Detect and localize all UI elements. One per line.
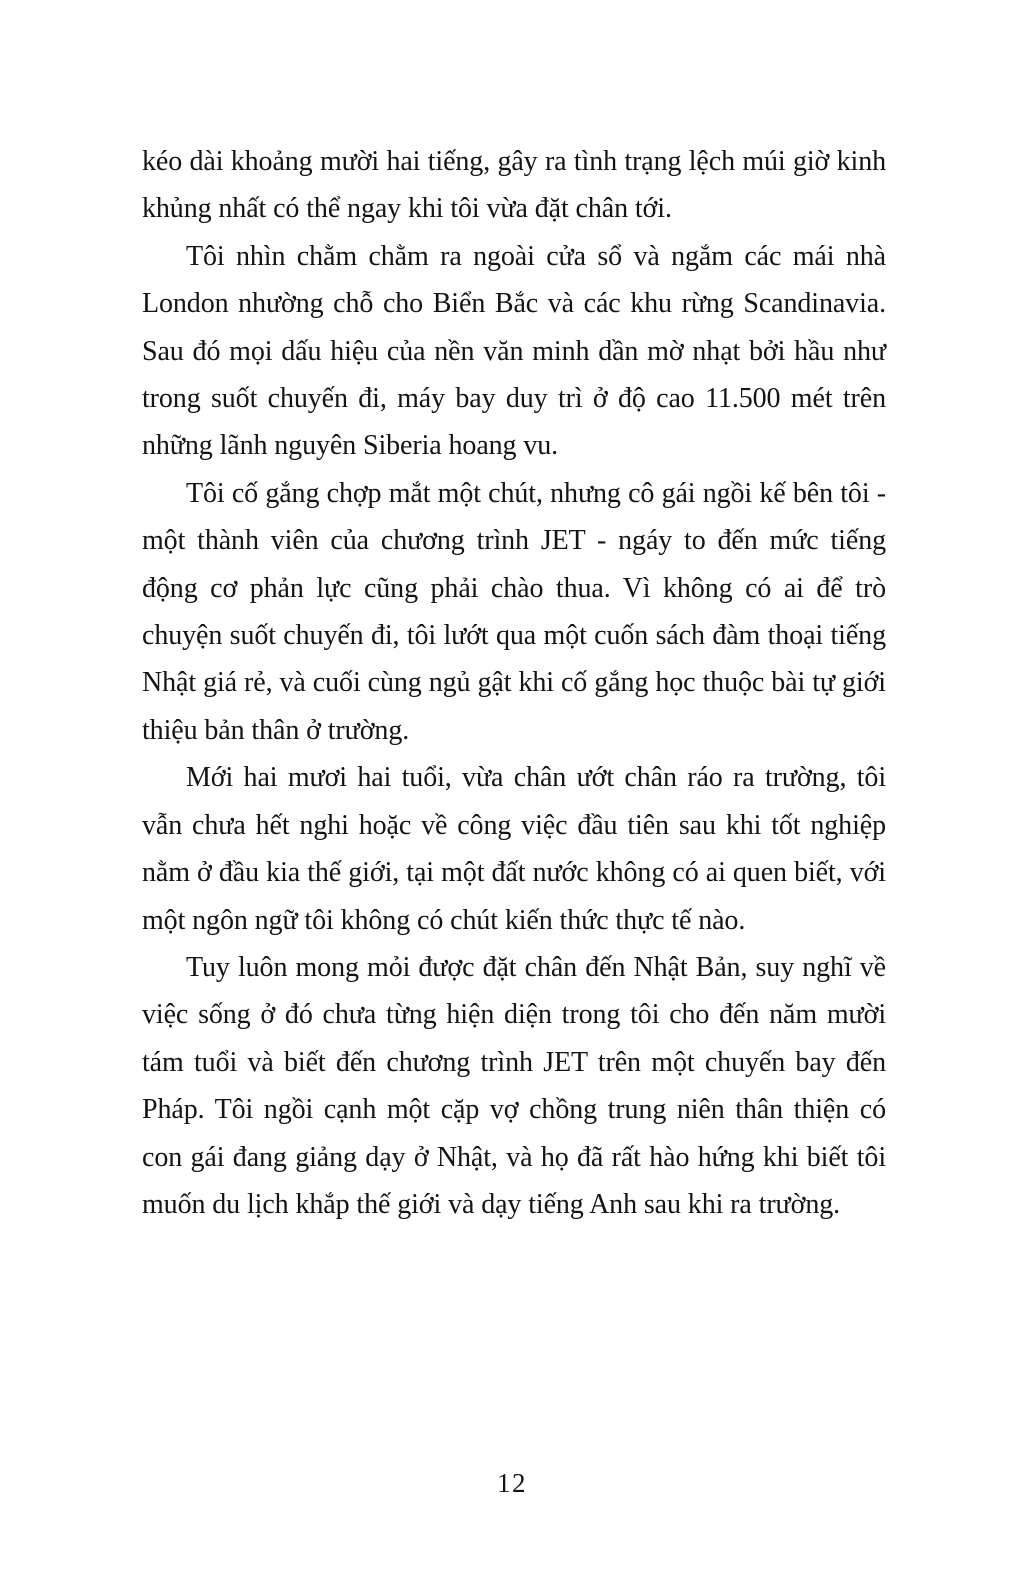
page-number: 12 [497, 1468, 527, 1498]
paragraph: Tôi nhìn chằm chằm ra ngoài cửa sổ và ngắm các mái nhà London nhường chỗ cho Biển Bắc và các khu rừng Scandinavia. Sau đó mọi dấu hiệu của nền văn minh dần mờ nhạt bởi hầu như trong suốt chuyến đi, máy bay duy trì ở độ cao 11.500 mét trên những lãnh nguyên Siberia hoang vu. [142, 240, 886, 462]
paragraph: Tôi cố gắng chợp mắt một chút, nhưng cô gái ngồi kế bên tôi - một thành viên của chương trình JET - ngáy to đến mức tiếng động cơ phản lực cũng phải chào thua. Vì không có ai để trò chuyện suốt chuyến đi, tôi lướt qua một cuốn sách đàm thoại tiếng Nhật giá rẻ, và cuối cùng ngủ gật khi cố gắng học thuộc bài tự giới thiệu bản thân ở trường. [142, 477, 886, 746]
paragraph: kéo dài khoảng mười hai tiếng, gây ra tình trạng lệch múi giờ kinh khủng nhất có thể ngay khi tôi vừa đặt chân tới. [142, 146, 886, 225]
paragraph: Tuy luôn mong mỏi được đặt chân đến Nhật Bản, suy nghĩ về việc sống ở đó chưa từng hiện diện trong tôi cho đến năm mười tám tuổi và biết đến chương trình JET trên một chuyến bay đến Pháp. Tôi ngồi cạnh một cặp vợ chồng trung niên thân thiện có con gái đang giảng dạy ở Nhật, và họ đã rất hào hứng khi biết tôi muốn du lịch khắp thế giới và dạy tiếng Anh sau khi ra trường. [142, 951, 886, 1220]
paragraph: Mới hai mươi hai tuổi, vừa chân ướt chân ráo ra trường, tôi vẫn chưa hết nghi hoặc về công việc đầu tiên sau khi tốt nghiệp nằm ở đầu kia thế giới, tại một đất nước không có ai quen biết, với một ngôn ngữ tôi không có chút kiến thức thực tế nào. [142, 762, 886, 936]
page-text [142, 138, 886, 1228]
